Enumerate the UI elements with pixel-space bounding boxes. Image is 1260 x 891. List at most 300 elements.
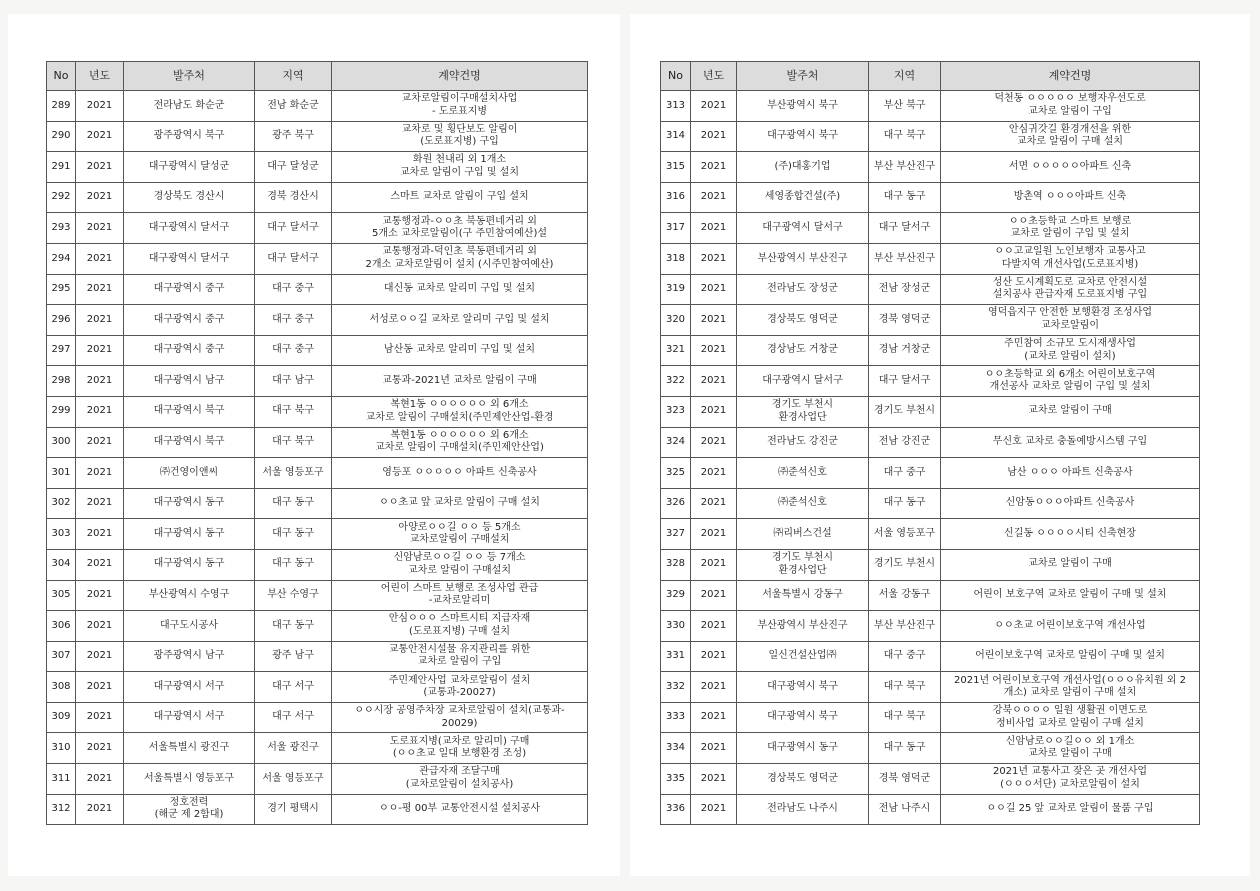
cell-region [255, 580, 332, 611]
cell-no [47, 213, 76, 244]
cell-client [124, 396, 255, 427]
cell-client-text: 대구광역시 달서구 [762, 374, 843, 386]
cell-no-text: 314 [665, 130, 686, 142]
cell-client-text: 대구광역시 북구 [767, 130, 838, 142]
cell-client-text: 대구광역시 동구 [153, 558, 225, 570]
cell-region-text: 광주 남구 [272, 650, 314, 662]
cell-year [691, 121, 737, 152]
cell-year [76, 488, 124, 519]
cell-contract-text: 덕천동 ㅇㅇㅇㅇㅇ 보행자우선도로 교차로 알림이 구입 [994, 93, 1146, 117]
cell-region [869, 764, 941, 795]
cell-region [255, 427, 332, 458]
cell-client-text: 부산광역시 북구 [767, 99, 838, 111]
cell-no [661, 335, 691, 366]
cell-no [47, 733, 76, 764]
cell-no-text: 298 [51, 374, 71, 386]
cell-client [737, 764, 869, 795]
cell-contract-text: 어린이 보호구역 교차로 알림이 구매 및 설치 [973, 589, 1167, 601]
cell-contract [332, 243, 588, 274]
cell-no [661, 366, 691, 397]
cell-no [661, 274, 691, 305]
table-row [47, 733, 588, 764]
cell-contract-text: 안심ㅇㅇㅇ 스마트시티 지급자재 (도로표지병) 구매 설치 [388, 613, 531, 637]
cell-year-text: 2021 [86, 221, 113, 233]
cell-year-text: 2021 [700, 558, 727, 570]
cell-client [124, 458, 255, 489]
cell-region-text: 경북 경산시 [267, 191, 319, 203]
cell-no-text: 291 [51, 160, 71, 172]
cell-contract [941, 91, 1200, 122]
table-row [661, 764, 1200, 795]
cell-contract [332, 519, 588, 550]
cell-no [661, 611, 691, 642]
cell-contract-text: 교차로 알림이 구매 [1028, 558, 1112, 570]
cell-contract-text: ㅇㅇ-평 00부 교통안전시설 설치공사 [378, 803, 541, 815]
cell-region-text: 서울 광진구 [267, 742, 319, 754]
cell-client [124, 641, 255, 672]
cell-contract [941, 611, 1200, 642]
cell-region-text: 대구 북구 [883, 130, 926, 142]
cell-year [691, 580, 737, 611]
cell-contract-text: 교통과-2021년 교차로 알림이 구매 [382, 374, 537, 386]
cell-no [661, 641, 691, 672]
cell-year [76, 427, 124, 458]
cell-year-text: 2021 [700, 252, 727, 264]
cell-year-text: 2021 [700, 221, 727, 233]
cell-no [661, 519, 691, 550]
cell-contract-text: ㅇㅇ고교일원 노인보행자 교통사고 다발지역 개선사업(도로표지병) [994, 246, 1146, 270]
cell-year-text: 2021 [700, 283, 727, 295]
cell-year-text: 2021 [700, 130, 727, 142]
col-header-year: 년도 [76, 62, 124, 91]
table-row [47, 182, 588, 213]
cell-year-text: 2021 [86, 466, 113, 478]
cell-contract-text: 안심귀갓길 환경개선을 위한 교차로 알림이 구매 설치 [1008, 123, 1132, 148]
cell-contract-text: 성산 도시계획도로 교차로 안전시설 설치공사 관급자재 도로표지병 구입 [992, 276, 1148, 301]
cell-no-text: 323 [665, 405, 686, 417]
cell-client [737, 611, 869, 642]
cell-contract-text: 영덕읍지구 안전한 보행환경 조성사업 교차로알림이 [987, 307, 1153, 331]
cell-no [47, 182, 76, 213]
cell-client [124, 335, 255, 366]
cell-region [869, 182, 941, 213]
table-row [47, 549, 588, 580]
cell-region-text: 전남 나주시 [878, 803, 931, 815]
cell-no-text: 324 [665, 436, 686, 448]
cell-no [47, 152, 76, 183]
table-row [661, 121, 1200, 152]
cell-year-text: 2021 [700, 374, 727, 386]
cell-year-text: 2021 [86, 99, 113, 111]
cell-region-text: 대구 동구 [272, 497, 314, 509]
cell-year-text: 2021 [86, 742, 113, 754]
cell-no [661, 305, 691, 336]
table-row [47, 366, 588, 397]
cell-year-text: 2021 [700, 497, 727, 509]
cell-contract-text: 남산 ㅇㅇㅇ 아파트 신축공사 [1007, 466, 1133, 478]
cell-contract-text: 복현1동 ㅇㅇㅇㅇㅇㅇ 외 6개소 교차로 알림이 구매설치(주민제안산업-환경 [365, 399, 554, 423]
cell-year [691, 488, 737, 519]
cell-year [691, 243, 737, 274]
cell-client [737, 794, 869, 825]
cell-no [661, 580, 691, 611]
cell-no-text: 297 [51, 344, 71, 356]
cell-client-text: 전라남도 나주시 [767, 803, 838, 815]
cell-year [691, 274, 737, 305]
cell-no [47, 91, 76, 122]
cell-client [737, 702, 869, 733]
cell-no [47, 488, 76, 519]
cell-contract [941, 121, 1200, 152]
cell-year [76, 733, 124, 764]
cell-year [691, 366, 737, 397]
table-row [47, 458, 588, 489]
cell-contract [941, 366, 1200, 397]
table-row [661, 427, 1200, 458]
cell-region-text: 경북 영덕군 [878, 313, 931, 325]
cell-year [76, 641, 124, 672]
cell-contract-text: 관급자재 조달구매 (교차로알림이 설치공사) [405, 766, 514, 790]
cell-contract-text: 어린이 스마트 보행로 조성사업 관급 -교차로알리미 [380, 582, 539, 607]
cell-region [255, 182, 332, 213]
cell-contract [332, 672, 588, 703]
cell-client-text: 경상남도 거창군 [767, 344, 838, 356]
table-row [661, 611, 1200, 642]
cell-year-text: 2021 [86, 650, 113, 662]
table-row [661, 458, 1200, 489]
cell-client [737, 182, 869, 213]
cell-no [661, 91, 691, 122]
cell-client-text: 대구광역시 북구 [153, 405, 225, 417]
cell-region-text: 전남 장성군 [878, 283, 931, 295]
cell-no-text: 309 [51, 711, 71, 723]
cell-contract [941, 549, 1200, 580]
cell-client-text: 전라남도 강진군 [767, 436, 838, 448]
cell-year-text: 2021 [86, 772, 113, 784]
cell-region-text: 대구 달서구 [878, 221, 931, 233]
cell-contract-text: 주민참여 소규모 도시재생사업 (교차로 알림이 설치) [1004, 338, 1136, 362]
cell-year-text: 2021 [700, 619, 727, 631]
cell-region [869, 213, 941, 244]
cell-year-text: 2021 [700, 711, 727, 723]
cell-client [124, 274, 255, 305]
cell-region [869, 672, 941, 703]
cell-client [124, 519, 255, 550]
table-row [661, 794, 1200, 825]
col-header-client: 발주처 [737, 62, 869, 91]
cell-contract-text: 대신동 교차로 알리미 구입 및 설치 [383, 283, 536, 295]
cell-client [124, 488, 255, 519]
cell-contract [332, 794, 588, 825]
cell-client-text: 부산광역시 수영구 [148, 589, 230, 601]
cell-no-text: 329 [665, 589, 686, 601]
cell-no-text: 293 [51, 221, 71, 233]
cell-contract-text: 남산동 교차로 알리미 구입 및 설치 [383, 344, 536, 356]
table-row [661, 641, 1200, 672]
table-row [661, 182, 1200, 213]
cell-client-text: ㈜준석신호 [778, 497, 827, 509]
cell-contract [941, 488, 1200, 519]
cell-region-text: 대구 동구 [883, 191, 926, 203]
cell-contract-text: 교차로 알림이 구매 [1028, 405, 1112, 417]
cell-region-text: 대구 동구 [883, 742, 926, 754]
cell-region-text: 대구 동구 [272, 558, 314, 570]
table-row [47, 121, 588, 152]
cell-contract [941, 274, 1200, 305]
cell-client-text: 전라남도 장성군 [767, 283, 838, 295]
cell-no-text: 321 [665, 344, 686, 356]
cell-contract [941, 458, 1200, 489]
cell-region-text: 서울 영등포구 [262, 466, 324, 478]
cell-no [47, 121, 76, 152]
cell-contract-text: 스마트 교차로 알림이 구입 설치 [390, 191, 529, 203]
cell-year [76, 458, 124, 489]
cell-year-text: 2021 [86, 313, 113, 325]
cell-year [76, 182, 124, 213]
cell-client-text: 대구광역시 북구 [767, 680, 838, 692]
table-row [47, 641, 588, 672]
cell-region-text: 부산 부산진구 [873, 619, 936, 631]
cell-contract [941, 335, 1200, 366]
cell-year-text: 2021 [86, 619, 113, 631]
table-row [47, 427, 588, 458]
cell-client-text: 대구광역시 서구 [153, 680, 225, 692]
table-row [661, 91, 1200, 122]
cell-region-text: 부산 부산진구 [873, 252, 936, 264]
table-row [47, 213, 588, 244]
cell-no-text: 294 [51, 252, 71, 264]
cell-contract-text: 주민제안사업 교차로알림이 설치 (교통과-20027) [388, 674, 531, 699]
cell-no-text: 315 [665, 160, 686, 172]
cell-client [737, 274, 869, 305]
table-row [661, 274, 1200, 305]
table-header-row [47, 62, 588, 91]
cell-region-text: 대구 북구 [272, 436, 314, 448]
cell-no [661, 121, 691, 152]
cell-no-text: 295 [51, 283, 71, 295]
cell-client [737, 519, 869, 550]
cell-no-text: 302 [51, 497, 71, 509]
table-row [47, 702, 588, 733]
cell-region-text: 대구 중구 [883, 650, 926, 662]
cell-region-text: 대구 중구 [272, 313, 314, 325]
cell-client-text: (주)대홍기업 [774, 160, 831, 172]
table-row [661, 243, 1200, 274]
cell-contract [941, 152, 1200, 183]
cell-contract-text: 2021년 어린이보호구역 개선사업(ㅇㅇㅇ유치원 외 2 개소) 교차로 알림이 구매 설치 [954, 674, 1186, 699]
cell-year-text: 2021 [700, 160, 727, 172]
cell-client [124, 764, 255, 795]
cell-region [255, 335, 332, 366]
cell-region [255, 549, 332, 580]
cell-client-text: 세영종합건설(주) [764, 191, 841, 203]
cell-contract-text: ㅇㅇ길 25 앞 교차로 알림이 물품 구입 [986, 803, 1154, 815]
cell-year [691, 427, 737, 458]
cell-year [691, 335, 737, 366]
cell-year [691, 702, 737, 733]
cell-year-text: 2021 [86, 374, 113, 386]
table-row [661, 152, 1200, 183]
cell-contract [332, 121, 588, 152]
cell-region-text: 대구 동구 [883, 497, 926, 509]
cell-year [691, 794, 737, 825]
table-row [47, 764, 588, 795]
cell-contract [332, 580, 588, 611]
cell-region [869, 458, 941, 489]
cell-contract-text: ㅇㅇ초교 어린이보호구역 개선사업 [994, 619, 1146, 631]
col-header-region: 지역 [255, 62, 332, 91]
cell-year [691, 733, 737, 764]
cell-contract [332, 641, 588, 672]
cell-no [47, 366, 76, 397]
cell-contract [332, 152, 588, 183]
cell-no-text: 335 [665, 772, 686, 784]
cell-year [76, 274, 124, 305]
cell-contract-text: 교통안전시설물 유지관리를 위한 교차로 알림이 구입 [388, 643, 531, 668]
cell-no-text: 327 [665, 527, 686, 539]
cell-region-text: 대구 중구 [272, 344, 314, 356]
cell-region-text: 전남 화순군 [267, 99, 319, 111]
cell-year [691, 182, 737, 213]
cell-no-text: 303 [51, 527, 71, 539]
cell-contract-text: 신길동 ㅇㅇㅇㅇ시티 신축현장 [1004, 527, 1136, 539]
table-row [661, 580, 1200, 611]
cell-no-text: 333 [665, 711, 686, 723]
cell-no-text: 306 [51, 619, 71, 631]
cell-client [124, 549, 255, 580]
table-row [661, 396, 1200, 427]
cell-region [255, 458, 332, 489]
cell-no [47, 672, 76, 703]
cell-client [737, 580, 869, 611]
cell-year [691, 672, 737, 703]
cell-year [691, 91, 737, 122]
cell-region-text: 경기 평택시 [267, 803, 319, 815]
cell-contract-text: 강북ㅇㅇㅇㅇ 일원 생활권 이면도로 정비사업 교차로 알림이 구매 설치 [992, 705, 1148, 729]
cell-region-text: 부산 북구 [883, 99, 926, 111]
col-header-contract: 계약건명 [941, 62, 1200, 91]
table-row [661, 335, 1200, 366]
cell-contract-text: ㅇㅇ시장 공영주차장 교차로알림이 설치(교통과- 20029) [354, 705, 565, 729]
cell-no [47, 458, 76, 489]
cell-region-text: 경기도 부천시 [873, 405, 936, 417]
cell-client [737, 549, 869, 580]
cell-no [661, 764, 691, 795]
cell-client-text: 대구도시공사 [160, 619, 218, 631]
cell-contract-text: 신암남로ㅇㅇ길 ㅇㅇ 등 7개소 교차로 알림이 구매설치 [393, 552, 526, 576]
cell-client [737, 305, 869, 336]
cell-contract-text: 신암동ㅇㅇㅇ아파트 신축공사 [1005, 497, 1135, 509]
cell-contract-text: 교차로 및 횡단보도 알림이 (도로표지병) 구입 [401, 123, 518, 148]
cell-no-text: 331 [665, 650, 686, 662]
cell-region-text: 대구 중구 [272, 283, 314, 295]
cell-contract-text: 교통행정과-덕인초 북동편네거리 외 2개소 교차로알림이 설치 (시주민참여예산) [365, 246, 554, 270]
cell-year-text: 2021 [700, 344, 727, 356]
table-row [47, 274, 588, 305]
cell-no-text: 305 [51, 589, 71, 601]
col-header-contract: 계약건명 [332, 62, 588, 91]
cell-client [124, 182, 255, 213]
cell-year-text: 2021 [86, 283, 113, 295]
cell-no [661, 794, 691, 825]
cell-client [124, 152, 255, 183]
cell-no-text: 292 [51, 191, 71, 203]
cell-client [737, 396, 869, 427]
cell-no [47, 549, 76, 580]
cell-region-text: 대구 북구 [272, 405, 314, 417]
cell-contract [941, 396, 1200, 427]
cell-region [255, 121, 332, 152]
cell-region-text: 경북 영덕군 [878, 772, 931, 784]
cell-contract-text: 방촌역 ㅇㅇㅇ아파트 신축 [1013, 191, 1127, 203]
table-row [661, 488, 1200, 519]
cell-contract-text: ㅇㅇ초등학교 스마트 보행로 교차로 알림이 구입 및 설치 [1008, 215, 1132, 240]
cell-year-text: 2021 [700, 436, 727, 448]
cell-client-text: 대구광역시 중구 [153, 283, 225, 295]
cell-year-text: 2021 [86, 344, 113, 356]
cell-contract-text: 도로표지병(교차로 알리미) 구매 (ㅇㅇ초교 일대 보행환경 조성) [389, 735, 530, 760]
table-row [661, 733, 1200, 764]
cell-client [737, 152, 869, 183]
table-row [661, 213, 1200, 244]
cell-client-text: 경기도 부천시 환경사업단 [771, 399, 834, 423]
cell-client [737, 458, 869, 489]
table-row [47, 672, 588, 703]
cell-no [661, 672, 691, 703]
cell-no-text: 299 [51, 405, 71, 417]
cell-client-text: 서울특별시 강동구 [762, 589, 843, 601]
cell-region-text: 경남 거창군 [878, 344, 931, 356]
cell-region [255, 396, 332, 427]
cell-no [661, 549, 691, 580]
cell-year-text: 2021 [86, 711, 113, 723]
cell-year [691, 305, 737, 336]
cell-contract-text: 무신호 교차로 충돌예방시스템 구입 [992, 436, 1148, 448]
cell-client [737, 213, 869, 244]
cell-region-text: 대구 중구 [883, 466, 926, 478]
cell-client [124, 427, 255, 458]
table-row [47, 335, 588, 366]
cell-contract [941, 580, 1200, 611]
cell-year [691, 152, 737, 183]
cell-no [47, 794, 76, 825]
cell-region [869, 549, 941, 580]
cell-client [124, 733, 255, 764]
cell-contract [332, 396, 588, 427]
table-row [47, 488, 588, 519]
cell-region-text: 대구 달서구 [267, 252, 319, 264]
cell-year [76, 519, 124, 550]
cell-year-text: 2021 [86, 191, 113, 203]
cell-year [76, 243, 124, 274]
cell-no-text: 328 [665, 558, 686, 570]
cell-contract [941, 794, 1200, 825]
cell-year-text: 2021 [700, 680, 727, 692]
cell-year-text: 2021 [86, 803, 113, 815]
cell-no [47, 335, 76, 366]
cell-contract [332, 213, 588, 244]
cell-contract [941, 213, 1200, 244]
cell-client [124, 243, 255, 274]
cell-year-text: 2021 [700, 650, 727, 662]
cell-contract-text: 서면 ㅇㅇㅇㅇㅇ아파트 신축 [1008, 160, 1132, 172]
cell-client [737, 91, 869, 122]
cell-region [255, 519, 332, 550]
cell-region [869, 396, 941, 427]
cell-no [661, 488, 691, 519]
cell-region [869, 733, 941, 764]
cell-client [737, 488, 869, 519]
